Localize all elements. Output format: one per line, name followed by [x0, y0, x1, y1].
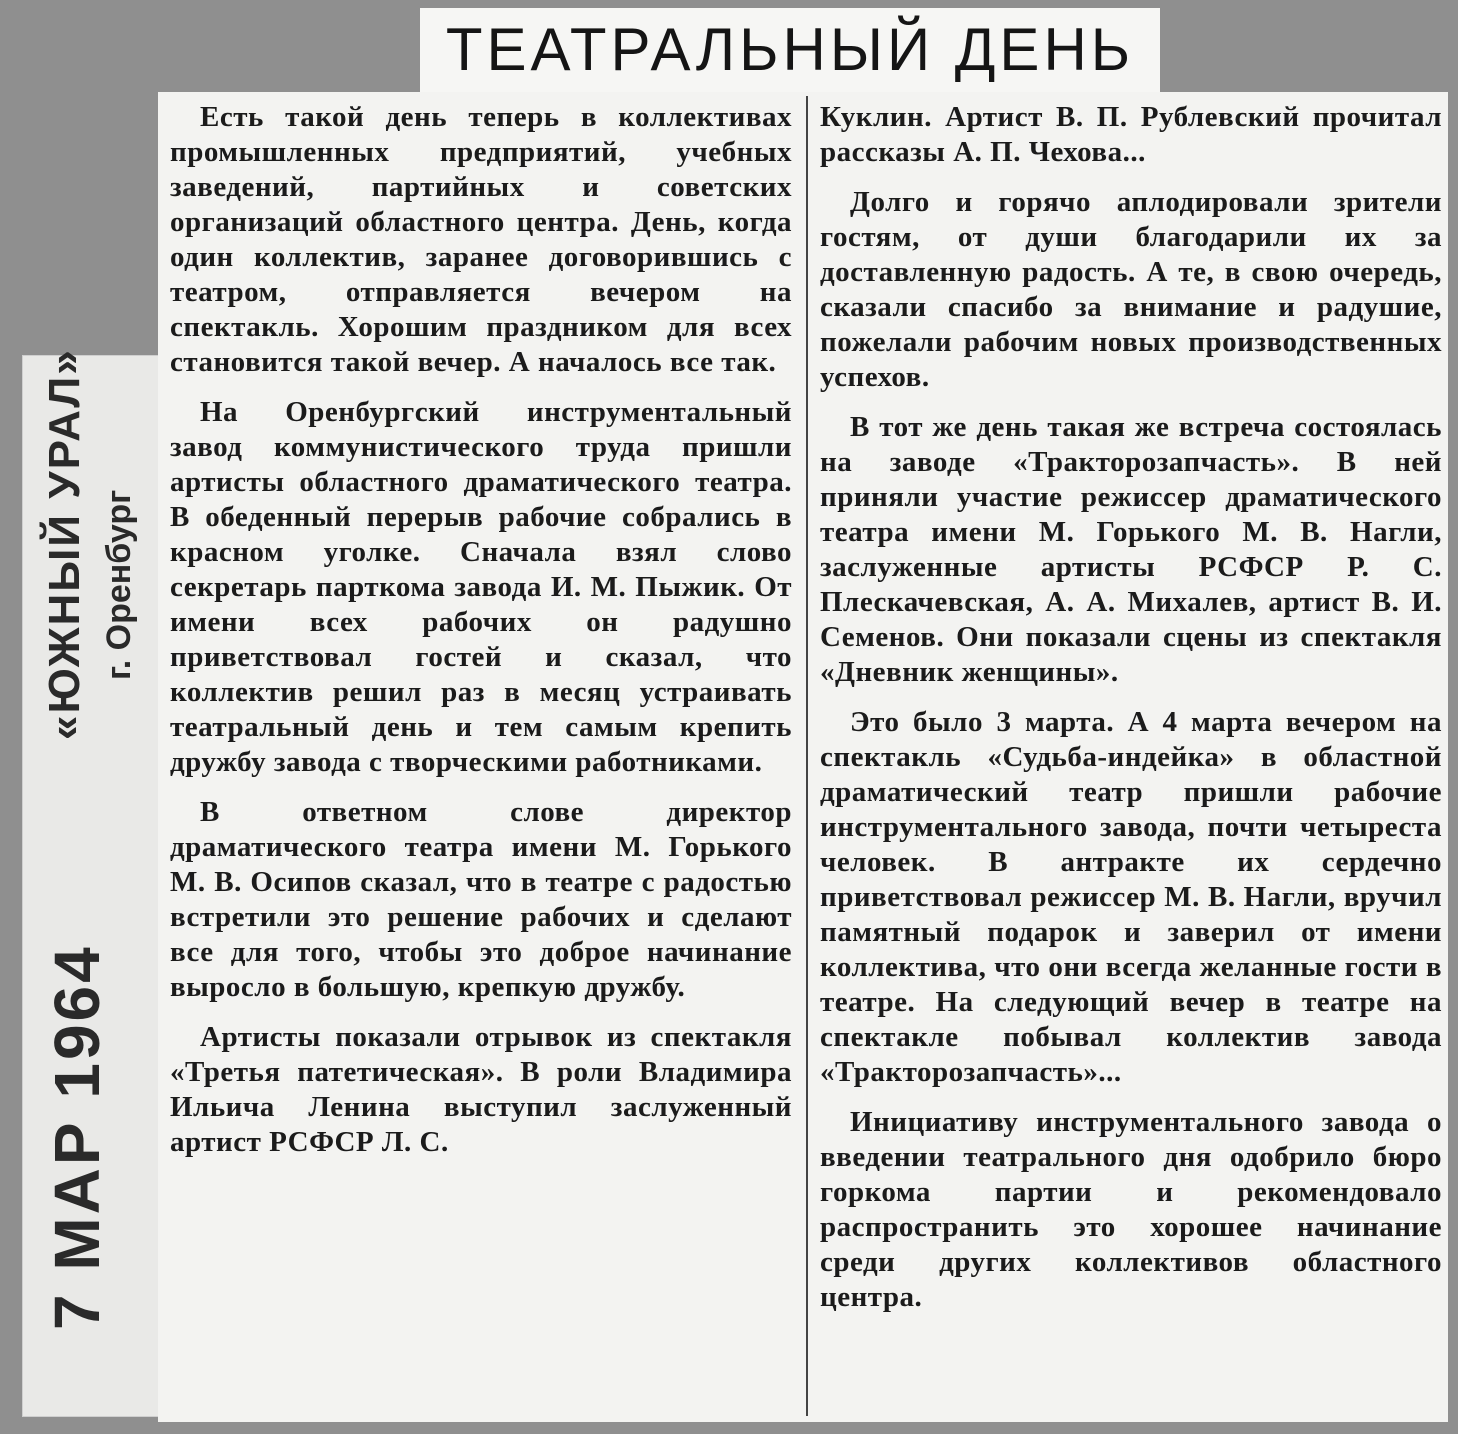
- paragraph: В тот же день такая же встреча состоялась на заводе «Тракторозапчасть». В ней приняли участие режиссер драматического театра имени М. Горького М. В. Нагли, заслуженные артисты РСФСР Р. С. Плескачевская, А. А. Михалев, артист В. И. Семенов. Они показали сцены из спектакля «Дневник женщины».: [820, 411, 1442, 688]
- article-title: ТЕАТРАЛЬНЫЙ ДЕНЬ: [445, 16, 1135, 83]
- paragraph: Это было 3 марта. А 4 марта вечером на спектакль «Судьба-индейка» в областной драматический театр пришли рабочие инструментального завода, почти четыреста человек. В антракте их сердечно приветствовал режиссер М. В. Нагли, вручил памятный подарок и заверил от имени коллектива, что они всегда желанные гости в театре. На следующий вечер в театре на спектакле побывал коллектив завода «Тракторозапчасть»...: [820, 706, 1442, 1088]
- article-column-left: [170, 100, 792, 1175]
- column-divider: [806, 96, 808, 1416]
- paragraph: Долго и горячо аплодировали зрители гостям, от души благодарили их за доставленную радость. А те, в свою очередь, сказали спасибо за внимание и радушие, пожелали рабочим новых производственных успехов.: [820, 186, 1442, 393]
- paragraph: На Оренбургский инструментальный завод коммунистического труда пришли артисты областного драматического театра. В обеденный перерыв рабочие собрались в красном уголке. Сначала взял слово секретарь парткома завода И. М. Пыжик. От имени всех рабочих он радушно приветствовал гостей и сказал, что коллектив решил раз в месяц устраивать театральный день и тем самым крепить дружбу завода с творческими работниками.: [170, 396, 792, 778]
- article-column-right: [820, 100, 1442, 1330]
- paragraph: Инициативу инструментального завода о введении театрального дня одобрило бюро горкома партии и рекомендовало распространить это хорошее начинание среди других коллективов областного центра.: [820, 1106, 1442, 1313]
- paragraph-continuation: Куклин. Артист В. П. Рублевский прочитал рассказы А. П. Чехова...: [820, 101, 1442, 168]
- date-stamp: 7 МАР 1964: [41, 944, 113, 1330]
- city-stamp: г. Оренбург: [100, 489, 138, 680]
- paragraph: В ответном слове директор драматического театра имени М. Горького М. В. Осипов сказал, что в театре с радостью встретили это решение рабочих и сделают все для того, чтобы это доброе начинание выросло в большую, крепкую дружбу.: [170, 796, 792, 1003]
- paragraph: Артисты показали отрывок из спектакля «Третья патетическая». В роли Владимира Ильича Ленина выступил заслуженный артист РСФСР Л. С.: [170, 1021, 792, 1158]
- newspaper-stamp: «ЮЖНЫЙ УРАЛ»: [40, 348, 89, 740]
- paragraph: Есть такой день теперь в коллективах промышленных предприятий, учебных заведений, партийных и советских организаций областного центра. День, когда один коллектив, заранее договорившись с театром, отправляется вечером на спектакль. Хорошим праздником для всех становится такой вечер. А началось все так.: [170, 101, 792, 378]
